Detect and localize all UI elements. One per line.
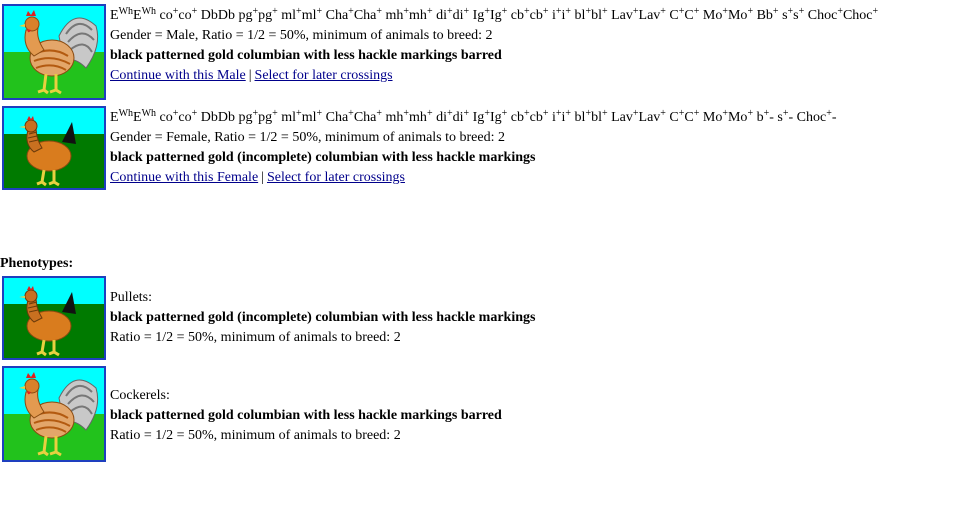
genotype-allele-sup: + [555, 6, 562, 17]
genotype-allele: di [452, 110, 464, 125]
rooster-icon [2, 4, 106, 100]
genotype-allele-sup: + [316, 108, 323, 119]
genotype-allele: Cha [322, 110, 349, 125]
genotype-allele: Choc [842, 8, 873, 23]
genotype-allele: DbDb pg [197, 110, 253, 125]
genotype-allele: - s [769, 110, 783, 125]
genotype-allele: Mo [727, 110, 748, 125]
genotype-allele-sup: + [632, 6, 639, 17]
genotype-allele: b [753, 110, 764, 125]
genotype-allele: - Choc [788, 110, 827, 125]
gender-ratio-line: Gender = Female, Ratio = 1/2 = 50%, minimum of animals to breed: 2 [110, 130, 506, 145]
gender-ratio-line: Gender = Male, Ratio = 1/2 = 50%, minimum of animals to breed: 2 [110, 28, 493, 43]
genotype-allele-sup: + [585, 108, 592, 119]
genotype-allele-sup: + [787, 6, 794, 17]
genotype-allele-sup: + [565, 6, 572, 17]
continue-with-female-link[interactable]: Continue with this Female [110, 170, 259, 185]
genotype-allele-sup: + [747, 108, 754, 119]
phenotype-name: black patterned gold columbian with less hackle markings barred [110, 48, 502, 63]
genotype-allele-sup: + [601, 108, 608, 119]
genotype-allele-sup: + [722, 6, 728, 17]
genotype-allele-sup: + [272, 6, 278, 17]
genotype-allele: Bb [753, 8, 773, 23]
genotype-allele-sup: + [798, 6, 805, 17]
genotype-allele-sup: + [316, 6, 323, 17]
genotype-allele-sup: + [501, 6, 508, 17]
genotype-allele-sup: + [463, 108, 470, 119]
genotype-allele: cb [529, 8, 543, 23]
genotype-allele: E [110, 110, 119, 125]
genotype-allele: Cha [322, 8, 349, 23]
genotype-allele: ml [301, 110, 317, 125]
cockerels-info [110, 386, 502, 446]
select-for-later-link[interactable]: Select for later crossings [266, 170, 405, 185]
genotype-allele-sup: + [542, 6, 549, 17]
phenotype-description: black patterned gold (incomplete) columbian with less hackle markings [110, 310, 536, 325]
genotype-allele-sup: + [747, 6, 754, 17]
genotype-allele: s [778, 8, 788, 23]
genotype-allele: bl [571, 110, 586, 125]
genotype-allele-sup: + [693, 108, 700, 119]
genotype-allele-sup: + [172, 108, 179, 119]
genotype-allele-sup: + [601, 6, 608, 17]
genotype-allele: E [133, 8, 142, 23]
phenotype-pullets-entry [2, 276, 535, 360]
genotype-allele: Ig [469, 8, 485, 23]
phenotype-cockerels-entry [2, 366, 502, 462]
genotype-allele: co [178, 8, 192, 23]
genotype-allele-sup: + [191, 108, 198, 119]
genotype-allele-sup: + [523, 108, 530, 119]
genotype-allele-sup: + [501, 108, 508, 119]
genotype-allele-sup: + [632, 108, 639, 119]
genotype-allele: DbDb pg [197, 8, 253, 23]
genotype-allele-sup: + [565, 108, 572, 119]
select-for-later-link[interactable]: Select for later crossings [254, 68, 393, 83]
genotype-allele-sup: + [678, 108, 685, 119]
genotype-allele-sup: + [348, 6, 354, 17]
genotype-allele: C [684, 110, 694, 125]
genotype-allele: co [156, 8, 173, 23]
phenotypes-heading: Phenotypes: [0, 256, 74, 271]
genotype-allele-sup: + [446, 108, 453, 119]
phenotype-ratio: Ratio = 1/2 = 50%, minimum of animals to breed: 2 [110, 330, 401, 345]
phenotype-label: Pullets: [110, 290, 153, 305]
genotype-allele-sup: + [376, 108, 383, 119]
genotype-allele-sup: + [296, 108, 302, 119]
action-links [110, 168, 837, 188]
genotype-allele-sup: + [348, 108, 354, 119]
genotype-allele-sup: + [523, 6, 530, 17]
genotype-allele: Lav [607, 8, 633, 23]
genotype-allele-sup: + [272, 108, 278, 119]
phenotype-label: Cockerels: [110, 388, 170, 403]
hen-icon [2, 276, 106, 360]
genotype-allele: s [793, 8, 799, 23]
genotype-allele: pg [258, 8, 273, 23]
continue-with-male-link[interactable]: Continue with this Male [110, 68, 246, 83]
genotype-allele-sup: + [826, 108, 832, 119]
genotype-allele-sup: + [426, 6, 433, 17]
pullets-info [110, 288, 535, 348]
genotype-allele-sup: + [484, 108, 490, 119]
parent-female-entry [2, 106, 837, 190]
genotype-allele: cb [529, 110, 543, 125]
link-separator: | [261, 170, 264, 185]
genotype-allele: ml [277, 110, 297, 125]
genotype-allele-sup: Wh [141, 6, 157, 17]
genotype-allele: Lav [638, 8, 661, 23]
genotype-allele: - [831, 110, 837, 125]
genotype-allele-sup: + [172, 6, 179, 17]
genotype-allele: Mo [699, 110, 723, 125]
genotype-allele: C [665, 8, 679, 23]
genotype-allele: co [178, 110, 192, 125]
genotype-allele: ml [301, 8, 317, 23]
genotype-allele: di [432, 8, 447, 23]
genotype-line [110, 6, 878, 26]
hen-icon [2, 106, 106, 190]
genotype-allele: bl [571, 8, 586, 23]
genotype-allele-sup: + [660, 6, 666, 17]
genotype-allele-sup: + [585, 6, 592, 17]
genotype-allele: mh [382, 8, 404, 23]
genotype-allele-sup: Wh [118, 6, 134, 17]
genotype-allele: E [133, 110, 142, 125]
genotype-allele-sup: + [463, 6, 470, 17]
genotype-allele: di [452, 8, 464, 23]
genotype-allele: cb [507, 110, 524, 125]
genotype-allele: Ig [469, 110, 485, 125]
genotype-allele: ml [277, 8, 297, 23]
genotype-allele: bl [591, 110, 602, 125]
genotype-allele: co [156, 110, 173, 125]
genotype-allele: Ig [489, 8, 502, 23]
genotype-allele-sup: + [376, 6, 383, 17]
genotype-allele: cb [507, 8, 524, 23]
genotype-allele: mh [409, 110, 427, 125]
genotype-allele-sup: + [542, 108, 549, 119]
genotype-allele: Lav [638, 110, 661, 125]
genotype-allele: C [684, 8, 694, 23]
genotype-line [110, 108, 837, 128]
genotype-allele-sup: + [872, 6, 879, 17]
genotype-allele: pg [258, 110, 273, 125]
genotype-allele-sup: + [191, 6, 198, 17]
genotype-allele: C [665, 110, 679, 125]
genotype-allele-sup: + [426, 108, 433, 119]
genotype-allele: E [110, 8, 119, 23]
genotype-allele: mh [409, 8, 427, 23]
parent-female-info [110, 106, 837, 188]
genotype-allele-sup: + [678, 6, 685, 17]
genotype-allele: i [561, 110, 566, 125]
genotype-allele-sup: + [782, 108, 789, 119]
genotype-allele-sup: + [446, 6, 453, 17]
genotype-allele: Mo [727, 8, 748, 23]
genotype-allele-sup: + [403, 6, 410, 17]
genotype-allele-sup: + [772, 6, 779, 17]
genotype-allele-sup: + [252, 6, 259, 17]
genotype-allele: Ig [489, 110, 502, 125]
genotype-allele: di [432, 110, 447, 125]
genotype-allele-sup: Wh [141, 108, 157, 119]
genotype-allele-sup: + [296, 6, 302, 17]
genotype-allele: Lav [607, 110, 633, 125]
phenotype-name: black patterned gold (incomplete) columbian with less hackle markings [110, 150, 536, 165]
genotype-allele-sup: + [403, 108, 410, 119]
link-separator: | [248, 68, 252, 83]
genotype-allele-sup: Wh [118, 108, 134, 119]
genotype-allele-sup: + [555, 108, 562, 119]
genotype-allele: mh [382, 110, 404, 125]
action-links [110, 66, 878, 86]
genotype-allele: i [548, 8, 556, 23]
genotype-allele: Choc [804, 8, 838, 23]
genotype-allele: Cha [353, 8, 377, 23]
genotype-allele: bl [591, 8, 602, 23]
parent-male-info [110, 4, 878, 86]
genotype-allele-sup: + [763, 108, 770, 119]
rooster-icon [2, 366, 106, 462]
phenotype-ratio: Ratio = 1/2 = 50%, minimum of animals to breed: 2 [110, 428, 401, 443]
genotype-allele: Cha [353, 110, 377, 125]
genotype-allele-sup: + [660, 108, 666, 119]
genotype-allele-sup: + [837, 6, 843, 17]
genotype-allele-sup: + [693, 6, 700, 17]
genotype-allele: Mo [699, 8, 723, 23]
parent-male-entry [2, 4, 878, 100]
genotype-allele: i [548, 110, 556, 125]
phenotype-description: black patterned gold columbian with less hackle markings barred [110, 408, 502, 423]
genotype-allele: i [561, 8, 566, 23]
genotype-allele-sup: + [722, 108, 728, 119]
genotype-allele-sup: + [484, 6, 490, 17]
genotype-allele-sup: + [252, 108, 259, 119]
